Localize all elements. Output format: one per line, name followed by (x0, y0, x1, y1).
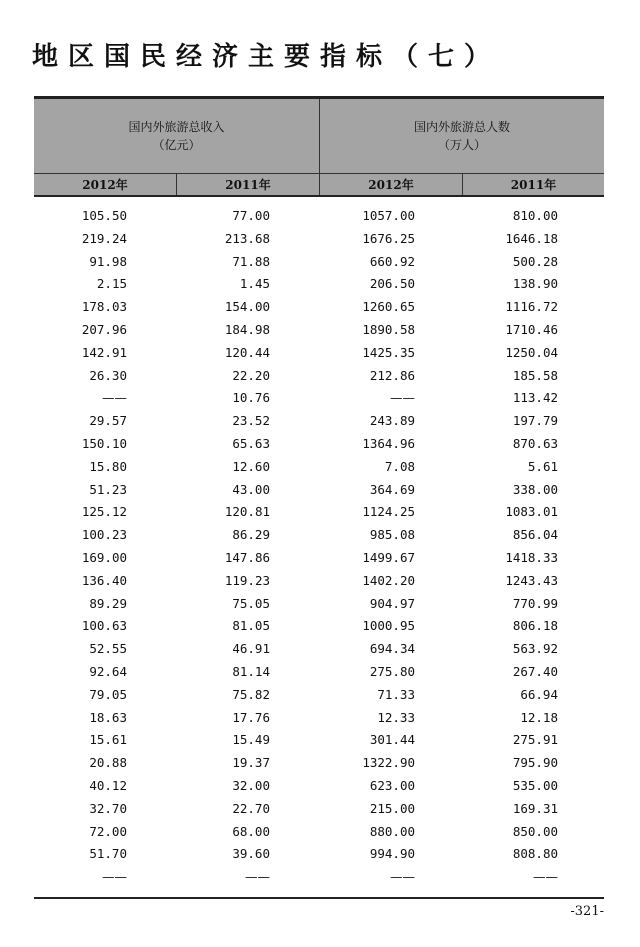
table-cell: 275.91 (512, 732, 558, 748)
table-cell: 994.90 (369, 846, 415, 862)
table-cell: —— (390, 869, 415, 885)
header-year-col-3: 2012年 (368, 178, 414, 192)
table-row (0, 228, 640, 251)
table-cell: 985.08 (369, 527, 415, 543)
table-row (0, 821, 640, 844)
table-row (0, 638, 640, 661)
table-cell: 125.12 (81, 504, 127, 520)
table-cell: 904.97 (369, 595, 415, 611)
table-cell: 19.37 (232, 755, 270, 771)
table-cell: 1250.04 (505, 344, 558, 360)
table-cell: 1890.58 (362, 321, 415, 337)
table-row (0, 479, 640, 502)
table-cell: 267.40 (512, 663, 558, 679)
table-cell: 79.05 (89, 686, 127, 702)
table-row (0, 410, 640, 433)
header-group-1-unit: （亿元） (152, 138, 201, 152)
table-row (0, 547, 640, 570)
table-cell: 535.00 (512, 777, 558, 793)
table-cell: 212.86 (369, 367, 415, 383)
table-cell: 120.44 (224, 344, 270, 360)
table-cell: 1057.00 (362, 208, 415, 223)
table-row (0, 387, 640, 410)
page-title: 地区国民经济主要指标（七） (32, 42, 501, 72)
table-cell: 1322.90 (362, 755, 415, 771)
table-cell: 1116.72 (505, 299, 558, 315)
table-cell: 15.49 (232, 732, 270, 748)
table-cell: 1.45 (239, 276, 270, 292)
table-cell: 51.70 (89, 846, 127, 862)
table-cell: 215.00 (369, 800, 415, 816)
table-cell: 1402.20 (362, 572, 415, 588)
footer-rule (34, 897, 604, 899)
table-row (0, 319, 640, 342)
table-cell: 770.99 (512, 595, 558, 611)
table-row (0, 273, 640, 296)
table-cell: 29.57 (89, 413, 127, 429)
table-cell: 113.42 (512, 390, 558, 406)
table-cell: —— (245, 869, 270, 885)
table-cell: 1083.01 (505, 504, 558, 520)
table-cell: 26.30 (89, 367, 127, 383)
table-cell: 184.98 (224, 321, 270, 337)
header-bottom-rule (34, 195, 604, 197)
table-cell: 1676.25 (362, 230, 415, 246)
table-cell: 12.33 (377, 709, 415, 725)
table-cell: 86.29 (232, 527, 270, 543)
table-cell: 185.58 (512, 367, 558, 383)
table-row (0, 729, 640, 752)
table-cell: 694.34 (369, 641, 415, 657)
table-row (0, 843, 640, 866)
table-cell: 1646.18 (505, 230, 558, 246)
table-row (0, 251, 640, 274)
table-row (0, 365, 640, 388)
table-cell: 12.60 (232, 458, 270, 474)
table-cell: 75.82 (232, 686, 270, 702)
table-cell: 243.89 (369, 413, 415, 429)
table-cell: 169.00 (81, 549, 127, 565)
table-cell: 66.94 (520, 686, 558, 702)
table-row (0, 342, 640, 365)
table-cell: 207.96 (81, 321, 127, 337)
table-cell: 178.03 (81, 299, 127, 315)
table-cell: 100.63 (81, 618, 127, 634)
table-cell: 23.52 (232, 413, 270, 429)
table-row (0, 501, 640, 524)
table-cell: 870.63 (512, 435, 558, 451)
header-year-col-1: 2012年 (82, 178, 128, 192)
table-row (0, 433, 640, 456)
table-cell: 1000.95 (362, 618, 415, 634)
table-cell: 275.80 (369, 663, 415, 679)
table-row (0, 456, 640, 479)
table-cell: 15.61 (89, 732, 127, 748)
table-cell: 1243.43 (505, 572, 558, 588)
table-row (0, 205, 640, 228)
table-cell: —— (102, 869, 127, 885)
table-cell: 623.00 (369, 777, 415, 793)
table-cell: 850.00 (512, 823, 558, 839)
table-cell: 147.86 (224, 549, 270, 565)
header-group-2-unit: （万人） (437, 138, 486, 152)
header-group-1-title: 国内外旅游总收入 (128, 120, 225, 134)
table-cell: 206.50 (369, 276, 415, 292)
table-row (0, 752, 640, 775)
table-row (0, 615, 640, 638)
table-cell: 197.79 (512, 413, 558, 429)
table-cell: 81.05 (232, 618, 270, 634)
table-cell: 856.04 (512, 527, 558, 543)
table-cell: 91.98 (89, 253, 127, 269)
table-cell: 154.00 (224, 299, 270, 315)
table-cell: 5.61 (527, 458, 558, 474)
table-cell: 7.08 (384, 458, 415, 474)
table-cell: 77.00 (232, 208, 270, 223)
table-cell: 32.00 (232, 777, 270, 793)
table-cell: 1364.96 (362, 435, 415, 451)
table-cell: 71.33 (377, 686, 415, 702)
table-cell: 17.76 (232, 709, 270, 725)
table-cell: 1124.25 (362, 504, 415, 520)
table-row (0, 798, 640, 821)
table-cell: 1418.33 (505, 549, 558, 565)
table-cell: 105.50 (81, 208, 127, 223)
table-cell: 2.15 (96, 276, 127, 292)
table-cell: 18.63 (89, 709, 127, 725)
table-cell: 15.80 (89, 458, 127, 474)
table-cell: 92.64 (89, 663, 127, 679)
table-row (0, 866, 640, 889)
header-group-2-title: 国内外旅游总人数 (413, 120, 510, 134)
table-cell: —— (390, 390, 415, 406)
table-cell: 150.10 (81, 435, 127, 451)
table-row (0, 593, 640, 616)
table-cell: 563.92 (512, 641, 558, 657)
table-cell: 795.90 (512, 755, 558, 771)
table-cell: 65.63 (232, 435, 270, 451)
table-cell: 1499.67 (362, 549, 415, 565)
table-row (0, 296, 640, 319)
table-cell: 100.23 (81, 527, 127, 543)
table-cell: 142.91 (81, 344, 127, 360)
table-cell: 40.12 (89, 777, 127, 793)
table-cell: 338.00 (512, 481, 558, 497)
table-cell: 1425.35 (362, 344, 415, 360)
page-number: -321- (570, 904, 604, 919)
header-group-tourist-count (320, 99, 604, 173)
table-cell: 169.31 (512, 800, 558, 816)
table-cell: 120.81 (224, 504, 270, 520)
table-cell: 810.00 (512, 208, 558, 223)
table-cell: 72.00 (89, 823, 127, 839)
table-cell: 1260.65 (362, 299, 415, 315)
table-cell: 880.00 (369, 823, 415, 839)
table-cell: 20.88 (89, 755, 127, 771)
table-cell: 75.05 (232, 595, 270, 611)
table-cell: 89.29 (89, 595, 127, 611)
table-cell: 46.91 (232, 641, 270, 657)
table-cell: 301.44 (369, 732, 415, 748)
table-row (0, 707, 640, 730)
table-cell: 806.18 (512, 618, 558, 634)
table-cell: 51.23 (89, 481, 127, 497)
table-body (0, 205, 640, 889)
table-cell: 364.69 (369, 481, 415, 497)
table-cell: 22.70 (232, 800, 270, 816)
table-row (0, 661, 640, 684)
table-cell: 68.00 (232, 823, 270, 839)
table-cell: 12.18 (520, 709, 558, 725)
table-cell: —— (102, 390, 127, 406)
table-cell: 43.00 (232, 481, 270, 497)
table-cell: 136.40 (81, 572, 127, 588)
table-cell: 219.24 (81, 230, 127, 246)
table-cell: 10.76 (232, 390, 270, 406)
table-header (34, 99, 604, 197)
table-cell: 138.90 (512, 276, 558, 292)
table-cell: 39.60 (232, 846, 270, 862)
table-cell: 71.88 (232, 253, 270, 269)
table-cell: 500.28 (512, 253, 558, 269)
table-cell: 119.23 (224, 572, 270, 588)
table-cell: —— (533, 869, 558, 885)
table-row (0, 570, 640, 593)
table-row (0, 684, 640, 707)
table-cell: 32.70 (89, 800, 127, 816)
table-cell: 213.68 (224, 230, 270, 246)
table-cell: 660.92 (369, 253, 415, 269)
header-year-col-4: 2011年 (510, 178, 557, 192)
table-row (0, 524, 640, 547)
table-cell: 808.80 (512, 846, 558, 862)
table-cell: 52.55 (89, 641, 127, 657)
table-row (0, 775, 640, 798)
table-cell: 1710.46 (505, 321, 558, 337)
table-cell: 81.14 (232, 663, 270, 679)
header-year-col-2: 2011年 (225, 178, 271, 192)
header-group-tourism-revenue (34, 99, 319, 173)
table-cell: 22.20 (232, 367, 270, 383)
